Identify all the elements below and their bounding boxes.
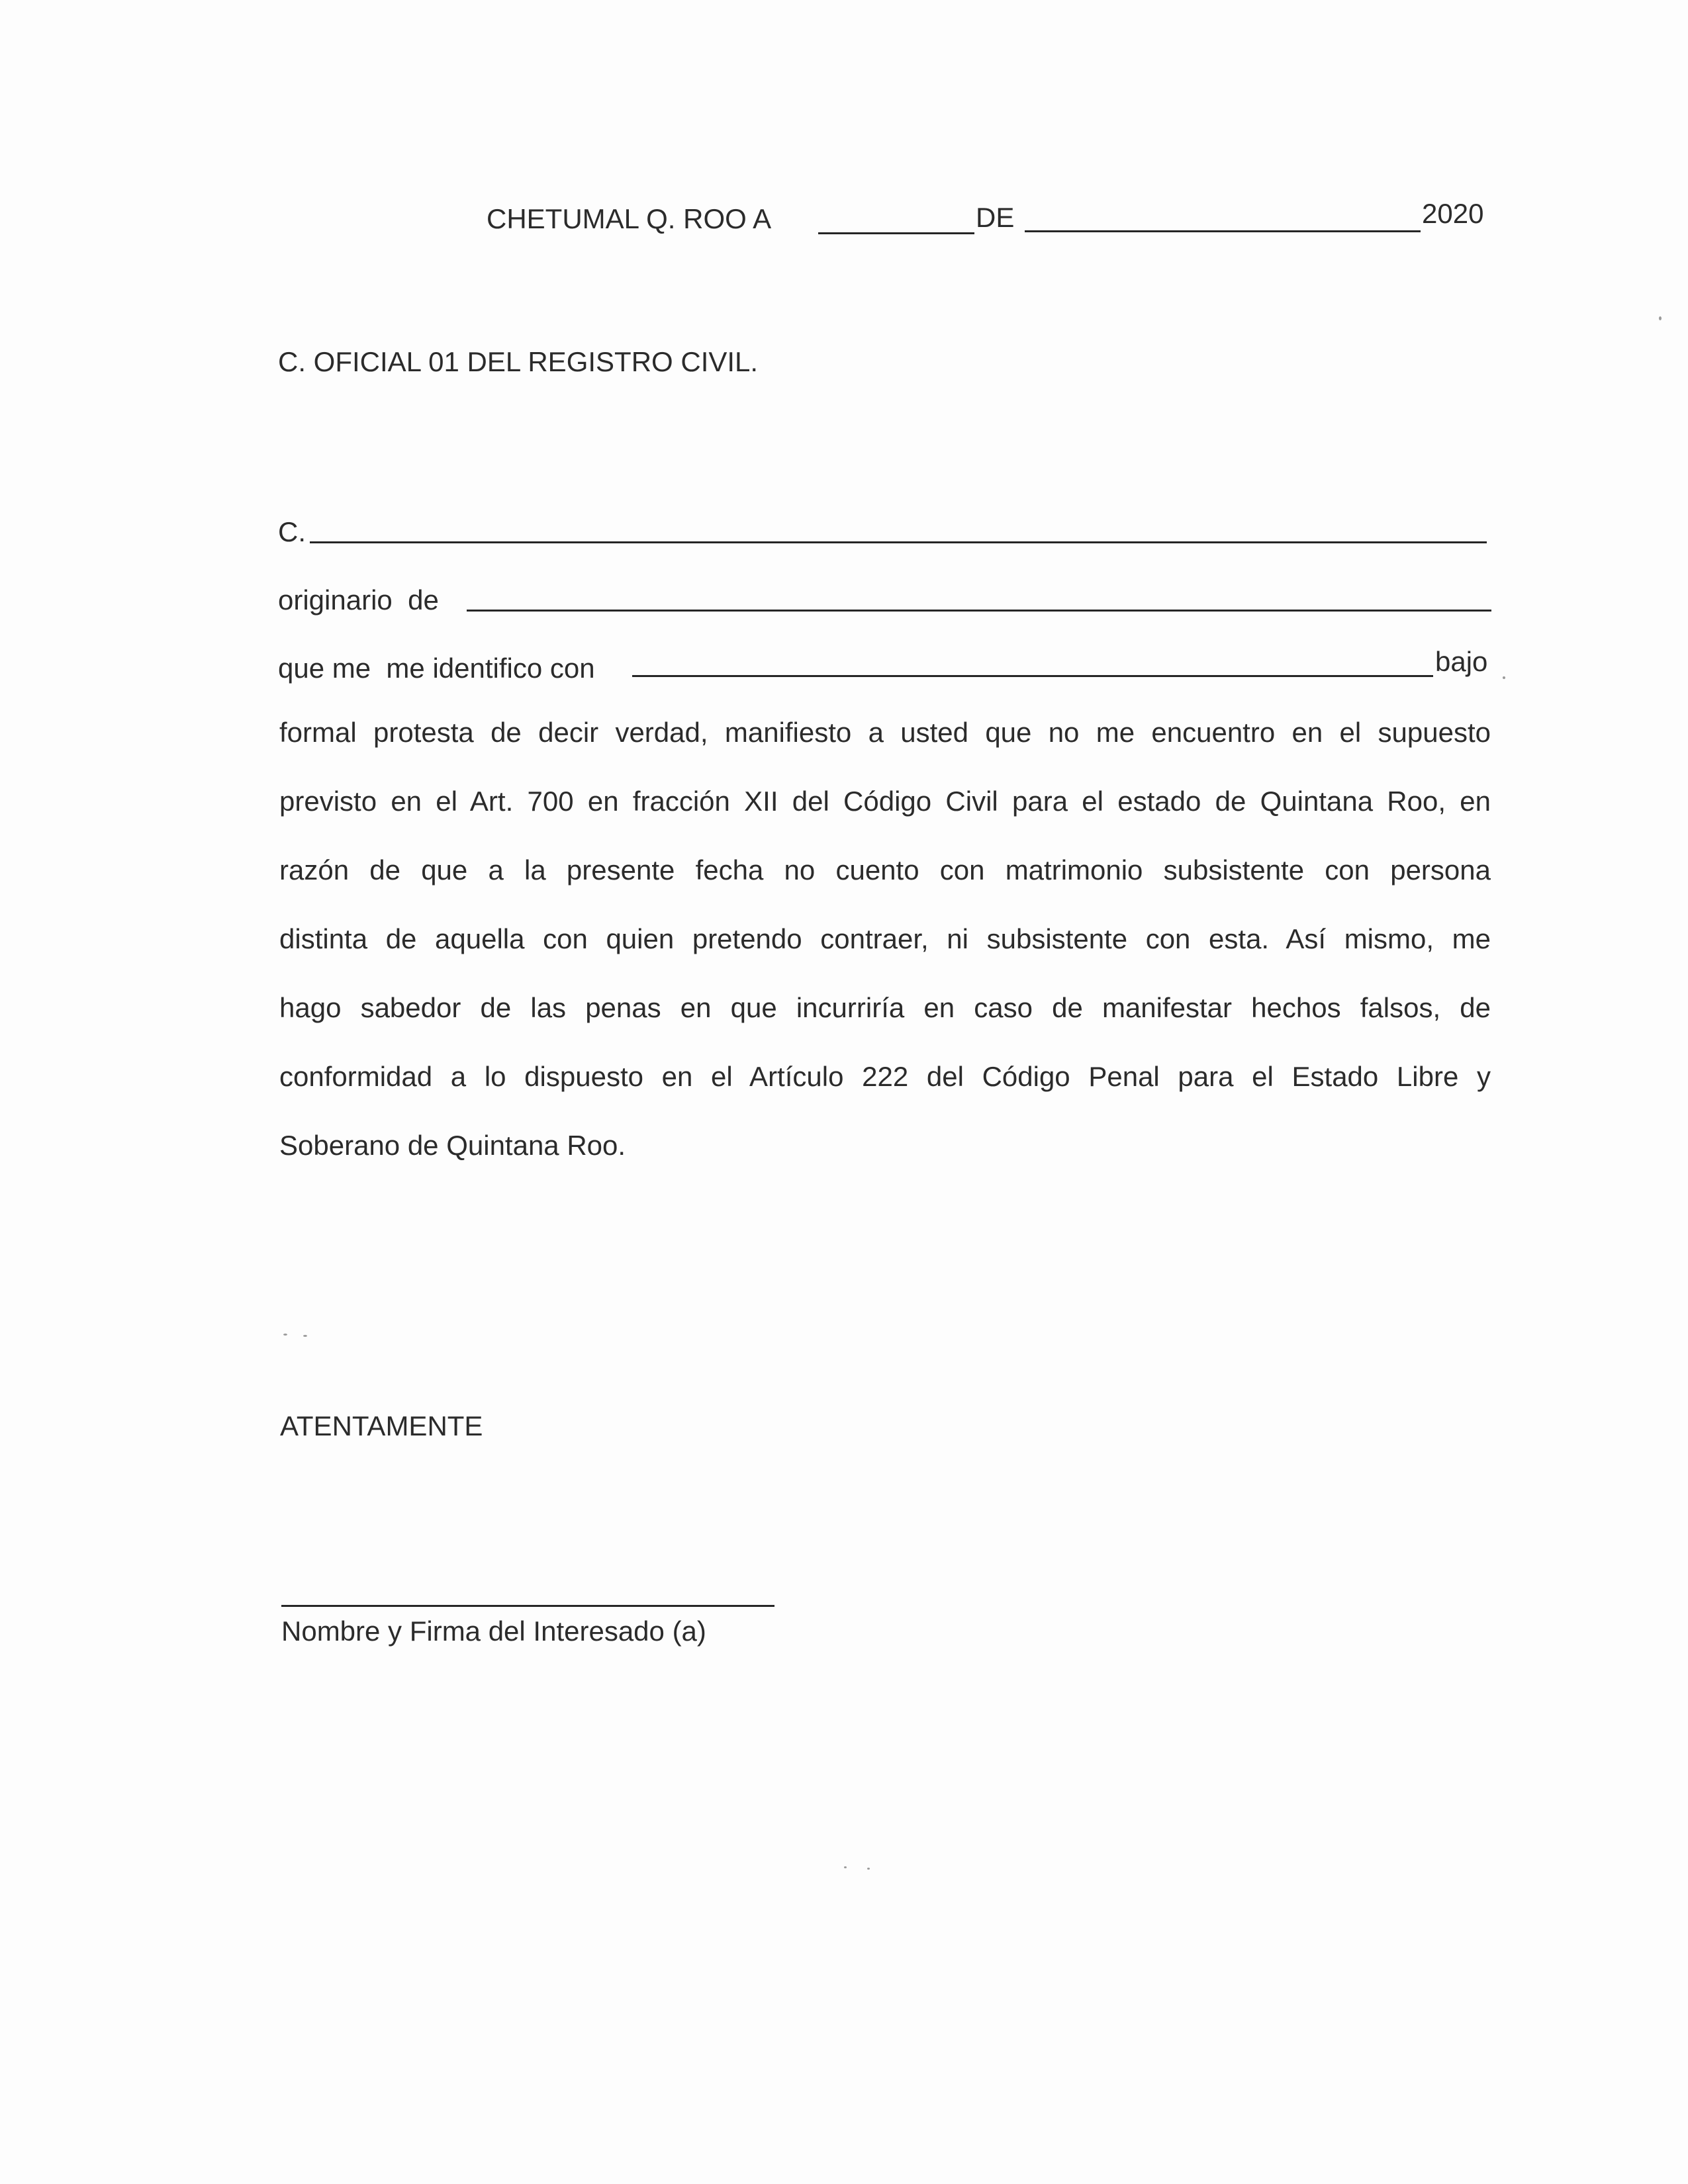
paragraph-line: conformidad a lo dispuesto en el Artículo 222 del Código Penal para el Estado Libre y — [279, 1061, 1491, 1092]
paragraph-line: razón de que a la presente fecha no cuento con matrimonio subsistente con persona — [279, 854, 1491, 886]
signature-line[interactable] — [281, 1605, 774, 1607]
scan-speck — [1659, 316, 1662, 320]
year-label: 2020 — [1422, 198, 1484, 229]
identification-field-label: que me me identifico con — [278, 653, 595, 684]
scan-speck — [1503, 676, 1505, 679]
scan-speck — [303, 1335, 307, 1337]
scan-speck — [844, 1866, 847, 1868]
bajo-word: bajo — [1435, 646, 1488, 677]
origin-blank-line[interactable] — [467, 610, 1491, 612]
name-blank-line[interactable] — [310, 541, 1487, 543]
name-field-label: C. — [278, 516, 306, 547]
declaration-paragraph — [279, 698, 1491, 1180]
de-label: DE — [976, 202, 1015, 233]
paragraph-line: distinta de aquella con quien pretendo contraer, ni subsistente con esta. Así mismo, me — [279, 923, 1491, 954]
paragraph-line: previsto en el Art. 700 en fracción XII del Código Civil para el estado de Quintana Roo, en — [279, 786, 1491, 817]
day-blank-line[interactable] — [818, 232, 974, 234]
addressee-heading: C. OFICIAL 01 DEL REGISTRO CIVIL. — [278, 346, 759, 377]
identification-blank-line[interactable] — [632, 675, 1433, 677]
month-blank-line[interactable] — [1025, 230, 1421, 232]
paragraph-line: formal protesta de decir verdad, manifiesto a usted que no me encuentro en el supuesto — [279, 717, 1491, 748]
signature-caption: Nombre y Firma del Interesado (a) — [281, 1615, 706, 1647]
paragraph-line: hago sabedor de las penas en que incurriría en caso de manifestar hechos falsos, de — [279, 992, 1491, 1023]
city-date-prefix: CHETUMAL Q. ROO A — [487, 203, 772, 234]
closing-word: ATENTAMENTE — [280, 1410, 483, 1441]
scan-speck — [283, 1334, 287, 1336]
origin-field-label: originario de — [278, 584, 439, 615]
scan-speck — [867, 1868, 870, 1870]
paragraph-line: Soberano de Quintana Roo. — [279, 1130, 626, 1161]
